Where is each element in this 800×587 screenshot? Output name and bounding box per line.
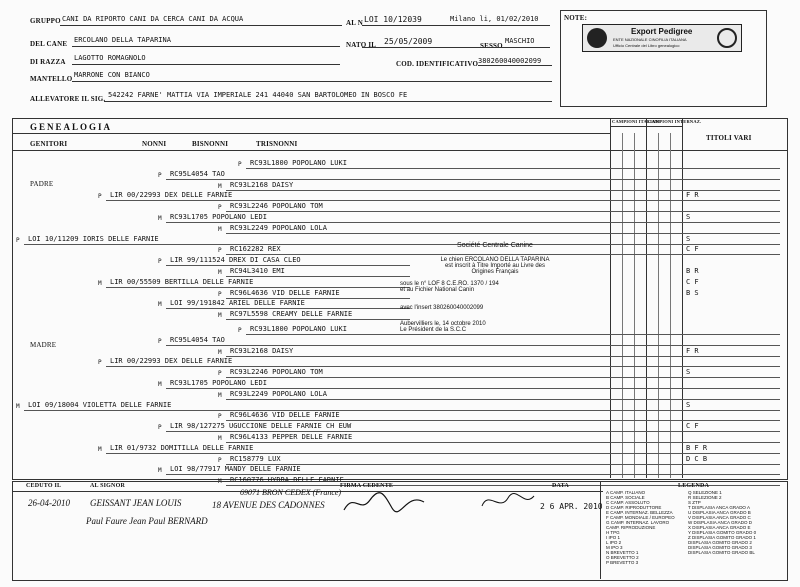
legend-item: W DISPLASIA ANCA GRADO D [688,520,753,525]
sex-marker: P [218,370,222,378]
legend-item: L IPO 2 [606,540,622,545]
ancestor-entry: RC158779 LUX [230,454,281,463]
legend-item: DISPLASIA GOMITO GRADO BL [688,550,755,555]
aln-label: AL N [346,19,363,27]
legend-item: H TPG [606,530,620,535]
legend-item: C CAMP. ASSOLUTO [606,500,650,505]
ancestor-entry: LOI 09/18004 VIOLETTA DELLE FARNIE [28,400,172,409]
ancestor-entry: RC93L1705 POPOLANO LEDI [170,379,267,387]
sex-marker: M [218,269,222,276]
stamp-line4: sous le n° LOF 8 C.E.RO. 1370 / 194 [400,281,499,287]
ancestor-entry: RC97L5598 CREAMY DELLE FARNIE [230,310,353,319]
handwritten-address: 18 AVENUE DES CADONNES [212,500,325,510]
place-date: Milano li, 01/02/2010 [450,15,539,23]
row-line [166,265,410,266]
sex-marker: P [238,161,242,168]
legend-item: U DISPLASIA ANCA GRADO B [688,510,751,515]
col-trisnonni: TRISNONNI [256,140,298,148]
legend-item: A CAMP. ITALIANO [606,490,646,495]
sesso-value: MASCHIO [505,37,535,45]
stamp-line8: Le Président de la S.C.C [400,327,467,333]
globe-icon [717,28,737,48]
sex-marker: M [218,312,222,320]
al-signor-label: AL SIGNOR [90,483,125,489]
ancestor-entry: RC162282 REX [230,245,281,254]
madre-label: MADRE [30,341,57,349]
stamp-line6: avec l'insert 380260040002099 [400,305,484,311]
sex-marker: M [98,445,102,453]
legenda-label: LEGENDA [678,483,710,489]
mantello-label: MANTELLO [30,75,73,83]
legend-item: N BREVETTO 1 [606,550,639,555]
titoli-vari-header: TITOLI VARI [706,134,752,142]
legend-item: R SELEZIONE 2 [688,495,722,500]
legend-item: Q SELEZIONE 1 [688,490,722,495]
legend-item: DISPLASIA GOMITO GRADO 3 [688,545,752,550]
legend-right-list [688,490,784,555]
legend-item: D CAMP. RIPRODUTTORE [606,505,662,510]
ancestor-entry: RC96L4133 PEPPER DELLE FARNIE [230,433,353,441]
cod-label: COD. IDENTIFICATIVO [396,60,479,68]
row-line [226,319,410,320]
legend-item: CAMP. RIPRODUZIONE [606,525,656,530]
ancestor-entry: LIR 01/9732 DOMITILLA DELLE FARNIE [110,443,254,452]
handwritten-date: 26-04-2010 [28,498,70,508]
row-line [226,233,780,234]
ancestor-entry: RC95L4054 TAO [170,335,225,344]
nato-label: NATO IL [346,41,377,49]
titoli-vari-cell: S [686,234,691,243]
export-pedigree-logo [582,24,742,52]
campioni-internaz-header: CAMPIONI INTERNAZ. [648,119,702,124]
ancestor-entry: RC95L4054 TAO [170,169,225,178]
sex-marker: P [98,359,102,367]
row-line [226,276,410,277]
legend-item: B CAMP. SOCIALE [606,495,645,500]
row-line [246,168,780,169]
stamp-line2: est inscrit à Titre Importé au Livre des [444,263,546,269]
cane-value: ERCOLANO DELLA TAPARINA [74,36,171,44]
export-title: Export Pedigree [631,27,693,36]
data-label: DATA [552,483,569,489]
ancestor-entry: RC93L1800 POPOLANO LUKI [250,159,347,167]
gruppo-label: GRUPPO [30,17,61,25]
sex-marker: P [238,327,242,334]
ancestor-entry: RC93L2246 POPOLANO TOM [230,368,323,377]
sex-marker: M [158,381,162,388]
titoli-vari-cell: S [686,213,691,221]
ancestor-entry: RC93L2249 POPOLANO LOLA [230,389,327,398]
note-label: NOTE: [564,14,588,22]
sex-marker: P [218,290,222,298]
legend-item: DISPLASIA GOMITO GRADO 2 [688,540,752,545]
ancestor-entry: LOI 10/11209 IORIS DELLE FARNIE [28,234,159,243]
mantello-value: MARRONE CON BIANCO [74,71,150,79]
ancestor-entry: LIR 98/127275 UGUCCIONE DELLE FARNIE CH EUW [170,422,352,431]
sex-marker: M [218,348,222,356]
ancestor-entry: LOI 99/191842 ARIEL DELLE FARNIE [170,299,305,308]
sex-marker: M [218,182,222,190]
razza-value: LAGOTTO ROMAGNOLO [74,54,146,62]
titoli-vari-cell: C F [686,245,699,254]
campioni-italiani-header: CAMPIONI ITALIANI [612,119,661,124]
ancestor-entry: RC160776 HYDRA DELLE FARNIE [230,476,344,485]
titoli-vari-cell: D C B [686,454,708,463]
sex-marker: M [218,435,222,442]
titoli-vari-cell: C F [686,277,699,286]
legend-item: O BREVETTO 2 [606,555,639,560]
sex-marker: P [158,424,162,432]
firma-cedente-label: FIRMA CEDENTE [340,483,394,489]
sex-marker: M [158,467,162,475]
ancestor-entry: LIR 00/22993 DEX DELLE FARNIE [110,191,233,200]
legend-item: F CAMP. MONDIALE / EUROPEO [606,515,675,520]
stamp-title: Société Centrale Canine [457,242,533,249]
titoli-vari-cell: S [686,368,691,377]
stamp-line3: Origines Français [471,269,519,275]
legend-item: T DISPLASIA ANCA GRADO A [688,505,750,510]
handwritten-name: GEISSANT JEAN LOUIS [90,498,182,508]
row-line [226,211,780,212]
titoli-vari-cell: F R [686,191,699,200]
signature-mark [340,488,430,518]
padre-label: PADRE [30,180,54,188]
sex-marker: M [16,402,20,410]
sex-marker: M [98,279,102,287]
sex-marker: P [16,236,20,244]
row-line [226,464,780,465]
legend-item: X DISPLASIA ANCA GRADO E [688,525,751,530]
ancestor-entry: RC93L1800 POPOLANO LUKI [250,325,347,333]
col-nonni: NONNI [142,140,167,148]
sex-marker: P [158,258,162,266]
sex-marker: P [218,456,222,464]
ancestor-entry: RC93L2246 POPOLANO TOM [230,202,323,211]
legend-left-list [606,490,688,565]
row-line [24,410,780,411]
aln-value: LOI 10/12039 [364,15,422,24]
ancestor-entry: RC93L1705 POPOLANO LEDI [170,213,267,221]
export-sub1: ENTE NAZIONALE CINOFILIA ITALIANA [613,37,687,42]
titoli-vari-cell: C F [686,422,699,431]
legend-item: Y DISPLASIA GOMITO GRADO 0 [688,530,757,535]
titoli-vari-cell: S [686,400,691,409]
ceduto-label: CEDUTO IL [26,483,62,489]
ancestor-entry: RC94L3410 EMI [230,267,285,275]
col-genitori: GENITORI [30,140,68,148]
titoli-vari-cell: B F R [686,443,708,452]
scc-stamp [400,240,590,380]
stamp-date: 2 6 APR. 2010 [540,502,603,511]
legend-item: S ZTP [688,500,701,505]
titoli-vari-cell: F R [686,346,699,355]
allevatore-label: ALLEVATORE IL SIG. [30,95,106,103]
sex-marker: P [98,193,102,201]
handwritten-name-2: Paul Faure Jean Paul BERNARD [86,516,208,526]
sex-marker: P [218,413,222,421]
gruppo-value: CANI DA RIPORTO CANI DA CERCA CANI DA ACQUA [62,15,244,23]
stamp-line7: Aubervilliers le, 14 octobre 2010 [400,321,486,327]
stamp-line5: et au Fichier National Canin [400,287,475,293]
titoli-vari-cell: B R [686,267,699,275]
legend-item: G CAMP. INTERNAZ. LAVORO [606,520,670,525]
nato-value: 25/05/2009 [384,37,433,46]
ancestor-entry: LIR 00/22993 DEX DELLE FARNIE [110,357,233,366]
handwritten-city: 69071 BRON CEDEX (France) [240,488,342,497]
ancestor-entry: RC93L2168 DAISY [230,180,294,189]
legend-item: Z DISPLASIA GOMITO GRADO 1 [688,535,756,540]
sex-marker: M [158,215,162,222]
sex-marker: M [218,478,222,486]
row-line [106,453,780,454]
titoli-vari-cell: B S [686,288,699,297]
enci-seal-icon [587,28,607,48]
ancestor-entry: LIR 00/55509 BERTILLA DELLE FARNIE [110,277,254,286]
ancestor-entry: LOI 98/77917 MANDY DELLE FARNIE [170,465,301,474]
legend-item: V DISPLASIA ANCA GRADO C [688,515,751,520]
cod-value: 380260040002099 [478,57,542,65]
ancestor-entry: RC93L2168 DAISY [230,346,294,355]
sex-marker: P [218,204,222,212]
sesso-label: SESSO [480,42,503,50]
col-bisnonni: BISNONNI [192,140,229,148]
allevatore-value: 542242 FARNE' MATTIA VIA IMPERIALE 241 44040 SAN BARTOLOMEO IN BOSCO FE [108,91,408,99]
legend-item: M IPO 3 [606,545,623,550]
row-line [226,399,780,400]
row-line [106,200,780,201]
legend-item: E CAMP. INTERNAZ. BELLEZZA [606,510,673,515]
legend-item: I IPO 1 [606,535,621,540]
ancestor-entry: LIR 99/111524 DREX DI CASA CLEO [170,256,301,265]
cane-label: DEL CANE [30,40,68,48]
ancestor-entry: RC96L4636 VID DELLE FARNIE [230,411,340,420]
ancestor-entry: RC96L4636 VID DELLE FARNIE [230,288,340,297]
genealogia-title: GENEALOGIA [30,122,113,132]
sex-marker: M [218,391,222,399]
export-sub2: Ufficio Centrale del Libro genealogico [613,43,680,48]
sex-marker: P [158,337,162,345]
sex-marker: P [218,247,222,255]
stamp-signature-mark [478,488,538,514]
sex-marker: M [158,301,162,309]
stamp-line1: Le chien ERCOLANO DELLA TAPARINA [440,257,550,263]
sex-marker: M [218,225,222,233]
ancestor-entry: RC93L2249 POPOLANO LOLA [230,223,327,232]
legend-item: P BREVETTO 3 [606,560,639,565]
sex-marker: P [158,171,162,179]
razza-label: DI RAZZA [30,58,66,66]
